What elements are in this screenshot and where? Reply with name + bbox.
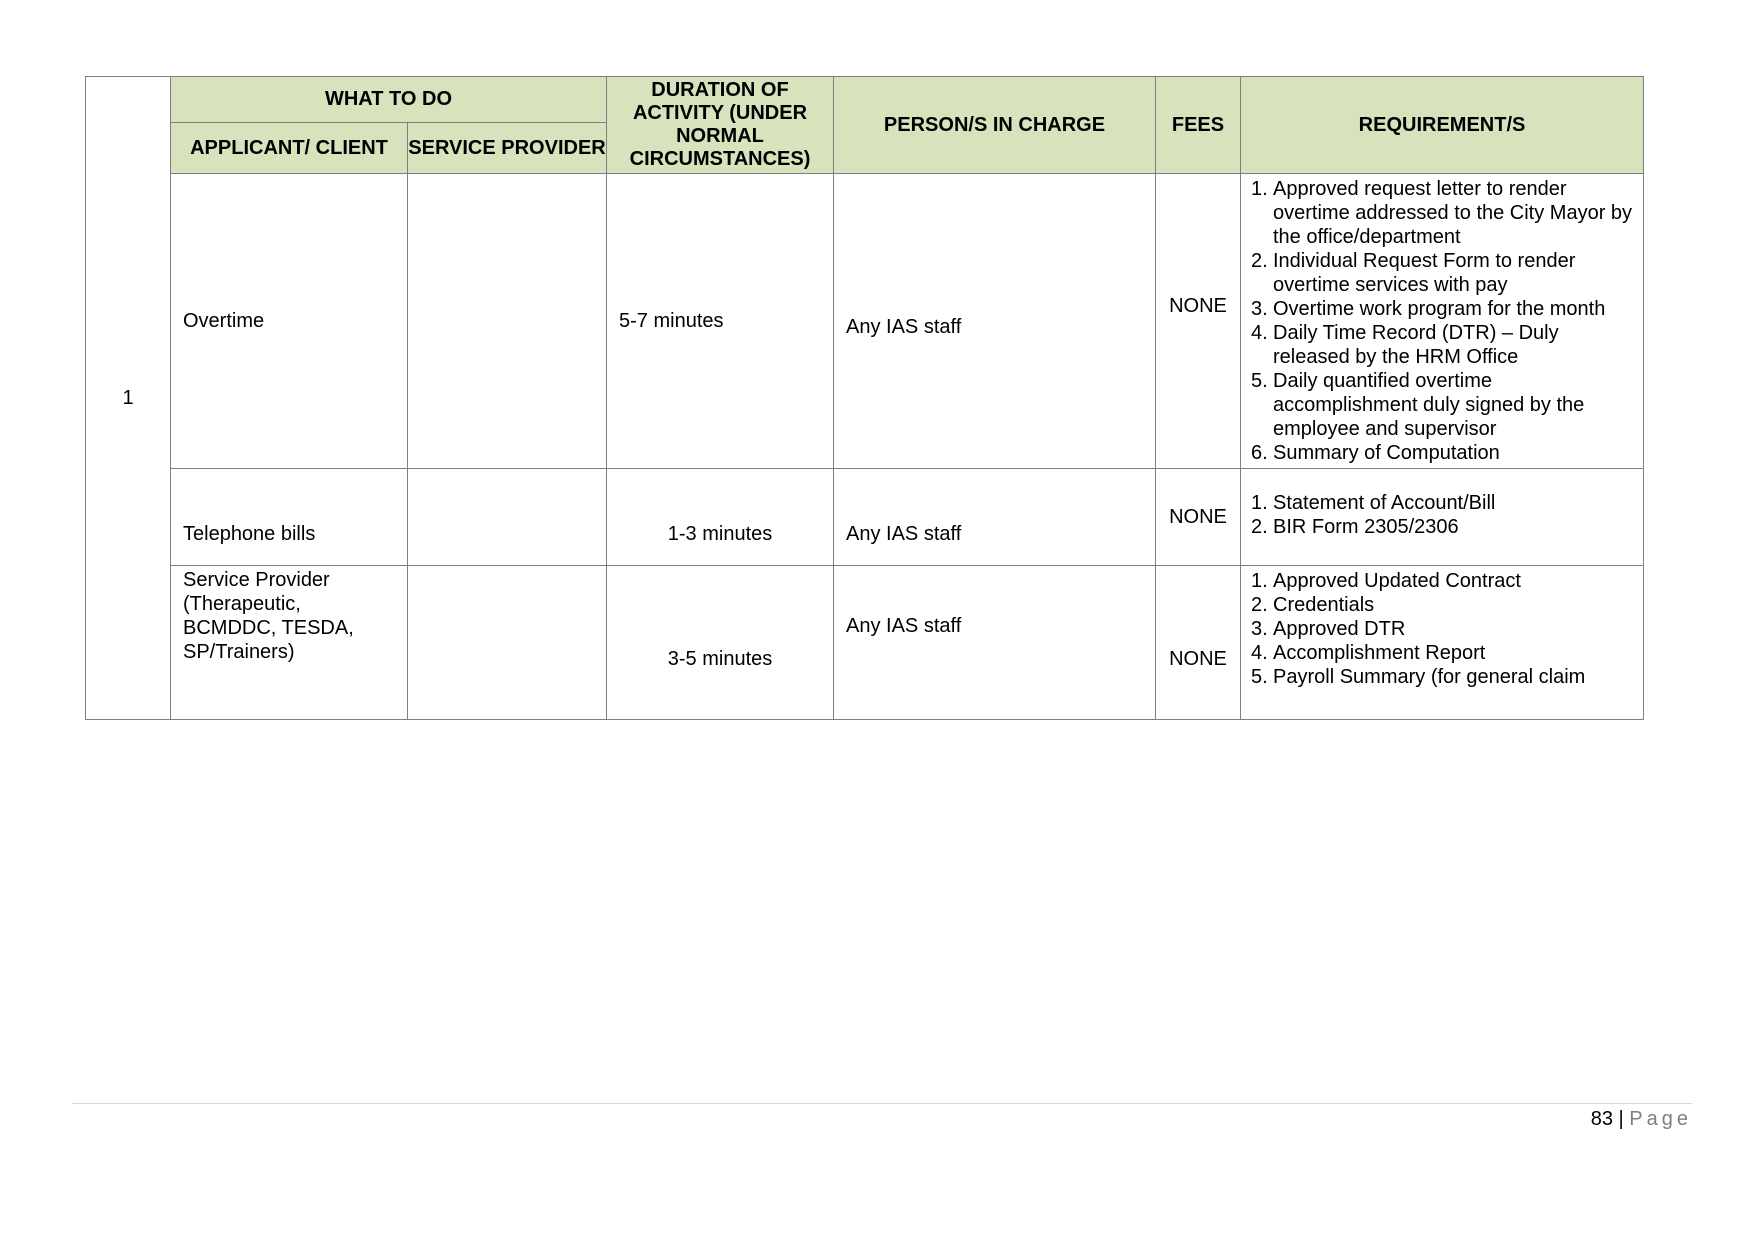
table-row bbox=[86, 566, 1644, 720]
requirement-item: 4. Daily Time Record (DTR) – Duly released by the HRM Office bbox=[1251, 322, 1559, 368]
header-fees: FEES bbox=[1156, 77, 1241, 174]
requirement-item: 1. Approved request letter to render overtime addressed to the City Mayor by the office/department bbox=[1251, 178, 1633, 248]
requirement-item: 2. Credentials bbox=[1251, 594, 1375, 616]
provider-cell bbox=[408, 174, 607, 469]
page-label: Page bbox=[1629, 1108, 1692, 1130]
duration-cell: 5-7 minutes bbox=[607, 174, 834, 469]
applicant-cell: Telephone bills bbox=[171, 469, 408, 566]
service-table bbox=[85, 76, 1644, 720]
fees-cell: NONE bbox=[1156, 469, 1241, 566]
page-number: 83 bbox=[1590, 1108, 1613, 1130]
requirement-item: 3. Approved DTR bbox=[1251, 618, 1406, 640]
requirements-cell bbox=[1241, 174, 1644, 469]
requirement-item: 2. BIR Form 2305/2306 bbox=[1251, 516, 1459, 538]
header-duration: DURATION OF ACTIVITY (UNDER NORMAL CIRCUMSTANCES) bbox=[607, 77, 834, 174]
step-number: 1 bbox=[122, 387, 134, 409]
requirement-item: 5. Payroll Summary (for general claim bbox=[1251, 666, 1586, 688]
requirements-cell bbox=[1241, 566, 1644, 720]
step-number-cell bbox=[86, 77, 171, 720]
table-row bbox=[86, 469, 1644, 566]
person-cell: Any IAS staff bbox=[834, 566, 1156, 720]
page-footer bbox=[1591, 1108, 1692, 1131]
requirements-list bbox=[1251, 177, 1637, 465]
footer-separator: | bbox=[1618, 1108, 1624, 1130]
header-what-to-do: WHAT TO DO bbox=[171, 77, 607, 123]
requirement-item: 1. Statement of Account/Bill bbox=[1251, 492, 1496, 514]
table-row bbox=[86, 174, 1644, 469]
provider-cell bbox=[408, 566, 607, 720]
requirement-item: 6. Summary of Computation bbox=[1251, 442, 1500, 464]
requirement-item: 2. Individual Request Form to render overtime services with pay bbox=[1251, 250, 1576, 296]
footer-divider bbox=[72, 1103, 1692, 1104]
person-cell: Any IAS staff bbox=[834, 174, 1156, 469]
requirement-item: 1. Approved Updated Contract bbox=[1251, 570, 1521, 592]
requirements-cell bbox=[1241, 469, 1644, 566]
header-applicant-client: APPLICANT/ CLIENT bbox=[171, 123, 408, 174]
duration-cell: 1-3 minutes bbox=[607, 469, 834, 566]
header-service-provider: SERVICE PROVIDER bbox=[408, 123, 607, 174]
requirements-list bbox=[1251, 569, 1637, 689]
applicant-cell: Service Provider (Therapeutic, BCMDDC, TESDA, SP/Trainers) bbox=[171, 566, 408, 720]
fees-cell: NONE bbox=[1156, 566, 1241, 720]
requirement-item: 4. Accomplishment Report bbox=[1251, 642, 1486, 664]
person-cell: Any IAS staff bbox=[834, 469, 1156, 566]
duration-cell: 3-5 minutes bbox=[607, 566, 834, 720]
applicant-cell: Overtime bbox=[171, 174, 408, 469]
header-requirements: REQUIREMENT/S bbox=[1241, 77, 1644, 174]
requirement-item: 5. Daily quantified overtime accomplishment duly signed by the employee and supervisor bbox=[1251, 370, 1585, 440]
header-person-in-charge: PERSON/S IN CHARGE bbox=[834, 77, 1156, 174]
requirements-list bbox=[1251, 491, 1637, 539]
provider-cell bbox=[408, 469, 607, 566]
requirement-item: 3. Overtime work program for the month bbox=[1251, 298, 1606, 320]
fees-cell: NONE bbox=[1156, 174, 1241, 469]
